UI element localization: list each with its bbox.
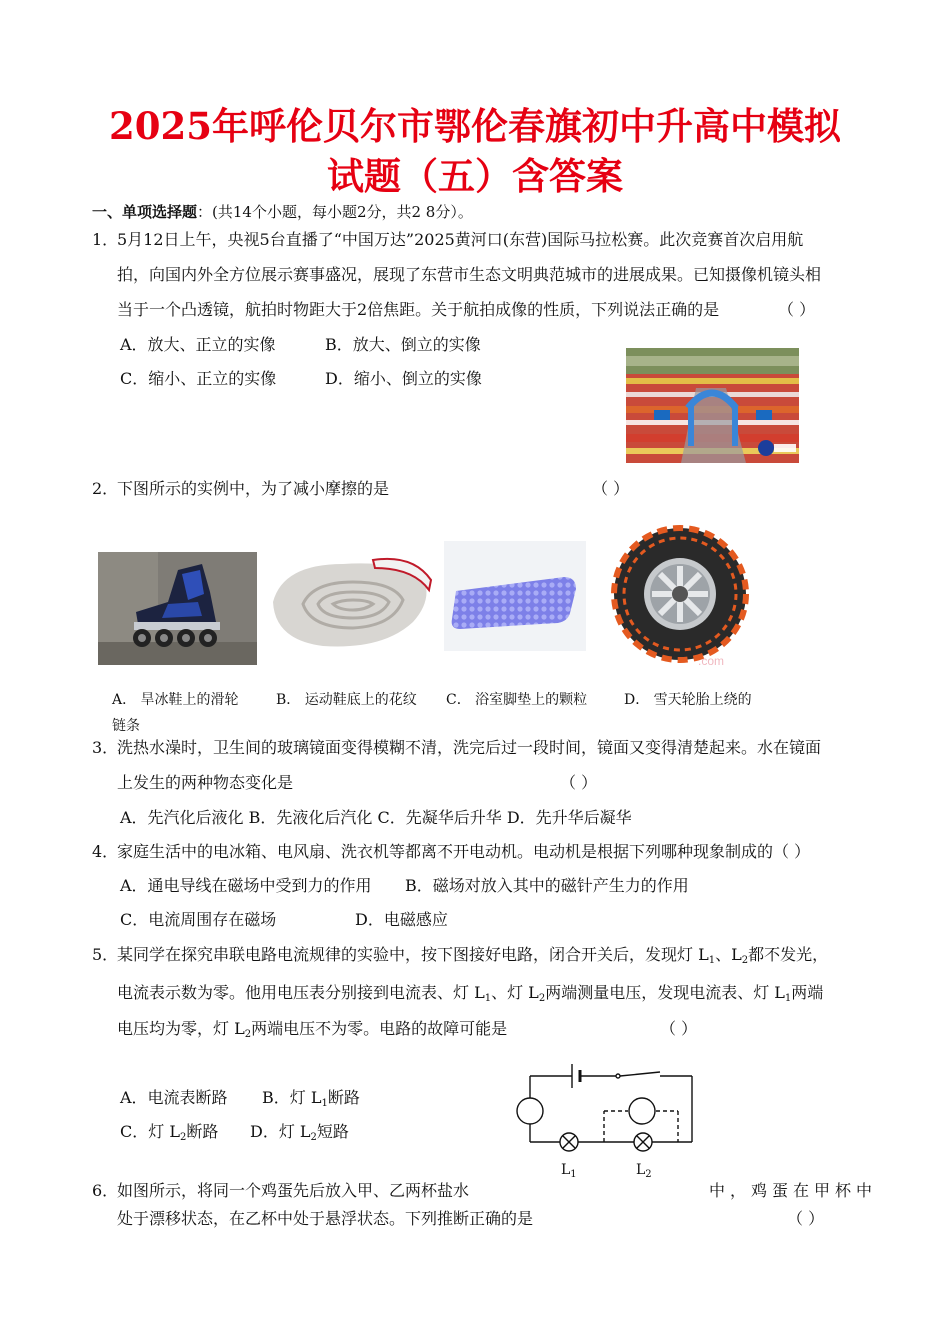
q6-bracket: （ ） — [787, 1209, 825, 1228]
q3-line2: 上发生的两种物态变化是 — [117, 773, 294, 792]
section-header — [92, 202, 473, 222]
q3-bracket: （ ） — [560, 773, 598, 792]
q1-option-a: A．放大、正立的实像 — [120, 335, 276, 354]
q4-number: 4． — [92, 842, 119, 861]
q5-line2: 电流表示数为零。他用电压表分别接到电流表、灯 $L_1$、灯 $L_2$两端测量电压，发现电流表、灯 $L_1$两端 — [117, 983, 824, 1004]
q3-options: A．先汽化后液化 B．先液化后汽化 C．先凝华后升华 D．先升华后凝华 — [120, 808, 632, 827]
q2-option-d-cont: 链条 — [112, 718, 140, 734]
q1-number: 1． — [92, 230, 119, 249]
lamp-l2-label: $L_2$ — [636, 1162, 652, 1180]
roller-skate-photo — [98, 552, 257, 665]
q3-number: 3． — [92, 738, 119, 757]
q4-option-c: C．电流周围存在磁场 — [120, 910, 277, 929]
section-desc: ：(共14个小题，每小题2分，共2 8分）。 — [197, 203, 473, 221]
svg-text:.com: .com — [698, 654, 725, 668]
q1-option-c: C．缩小、正立的实像 — [120, 369, 277, 388]
q2-option-c: C． 浴室脚垫上的颗粒 — [446, 692, 588, 708]
q6-line1b: 中，鸡蛋在甲杯中 — [709, 1181, 878, 1200]
q2-option-d: D． 雪天轮胎上绕的 — [624, 692, 752, 708]
q1-line1: 5月12日上午，央视5台直播了“中国万达”2025黄河口(东营)国际马拉松赛。此次竞赛首次启用航 — [117, 230, 804, 249]
q2-option-b: B． 运动鞋底上的花纹 — [276, 692, 417, 708]
q5-bracket: （ ） — [660, 1019, 698, 1038]
lamp-l1-label: $L_1$ — [561, 1162, 577, 1180]
section-head-label: 一、单项选择题 — [92, 203, 198, 221]
q1-line3: 当于一个凸透镜，航拍时物距大于2倍焦距。关于航拍成像的性质，下列说法正确的是 — [117, 300, 720, 319]
q3-line1: 洗热水澡时，卫生间的玻璃镜面变得模糊不清，洗完后过一段时间，镜面又变得清楚起来。水在镜面 — [117, 738, 822, 757]
tire-chain-photo — [608, 519, 753, 669]
q5-number: 5． — [92, 945, 119, 964]
q2-stem: 下图所示的实例中，为了减小摩擦的是 — [117, 479, 390, 498]
q1-line2: 拍，向国内外全方位展示赛事盛况，展现了东营市生态文明典范城市的进展成果。已知摄像机镜头相 — [117, 265, 822, 284]
q2-option-a: A． 旱冰鞋上的滑轮 — [112, 692, 239, 708]
page-title-line2: 试题（五）含答案 — [327, 154, 623, 198]
page-title-line1: 2025年呼伦贝尔市鄂伦春旗初中升高中模拟 — [109, 104, 841, 148]
q1-option-d: D．缩小、倒立的实像 — [325, 369, 482, 388]
q4-option-b: B．磁场对放入其中的磁针产生力的作用 — [405, 876, 689, 895]
q2-number: 2． — [92, 479, 119, 498]
q4-option-a: A．通电导线在磁场中受到力的作用 — [120, 876, 372, 895]
q4-option-d: D．电磁感应 — [355, 910, 448, 929]
q5-line3: 电压均为零，灯 $L_2$两端电压不为零。电路的故障可能是 — [117, 1019, 508, 1040]
q1-option-b: B．放大、倒立的实像 — [325, 335, 481, 354]
marathon-photo — [626, 348, 799, 463]
q1-bracket: （ ） — [778, 300, 816, 319]
q4-stem: 家庭生活中的电冰箱、电风扇、洗衣机等都离不开电动机。电动机是根据下列哪种现象制成的（ ） — [117, 842, 811, 861]
q5-line1: 某同学在探究串联电路电流规律的实验中，按下图接好电路，闭合开关后，发现灯 $L_1$、$L_2$都不发光， — [117, 945, 829, 966]
q6-line2: 处于漂移状态，在乙杯中处于悬浮状态。下列推断正确的是 — [117, 1209, 534, 1228]
q5-option-c: C．灯 $L_2$断路 — [120, 1122, 219, 1143]
bath-mat-photo — [444, 541, 586, 651]
q5-option-a: A．电流表断路 — [120, 1088, 228, 1107]
q6-number: 6． — [92, 1181, 119, 1200]
sneaker-sole-photo — [263, 542, 435, 663]
q6-line1a: 如图所示，将同一个鸡蛋先后放入甲、乙两杯盐水 — [117, 1181, 470, 1200]
circuit-diagram — [512, 1058, 698, 1182]
q2-bracket: （ ） — [592, 479, 630, 498]
q5-option-b: B．灯 $L_1$断路 — [262, 1088, 360, 1109]
q5-option-d: D．灯 $L_2$短路 — [250, 1122, 349, 1143]
